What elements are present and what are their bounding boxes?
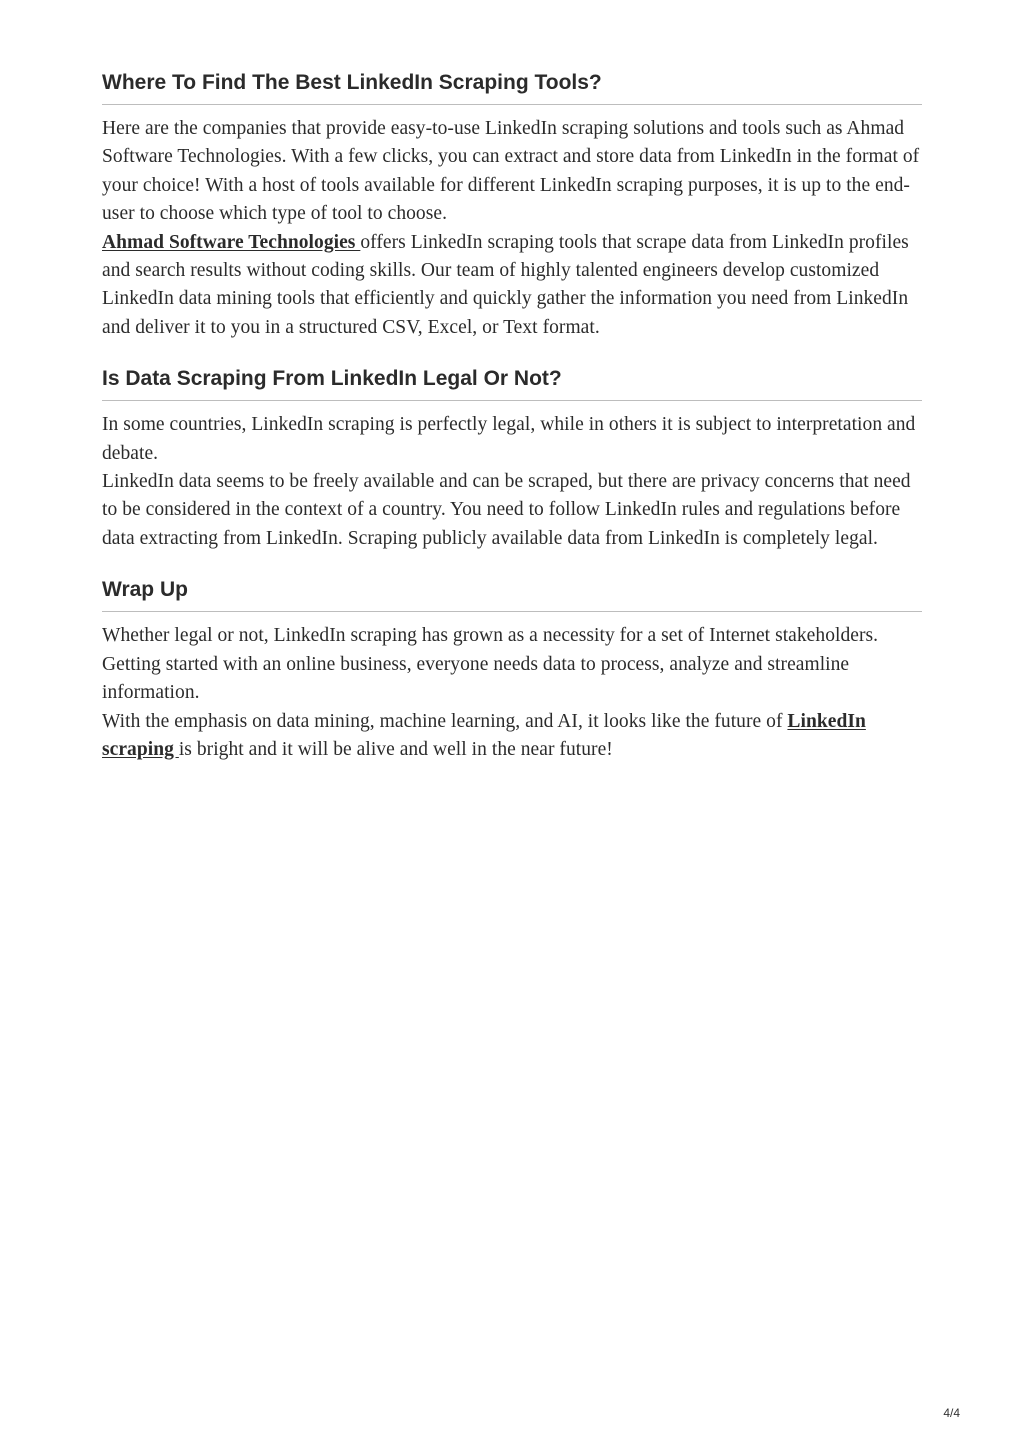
- page-number: 4/4: [943, 1406, 960, 1420]
- ahmad-software-link[interactable]: Ahmad Software Technologies: [102, 231, 361, 253]
- section-legality: [102, 364, 922, 553]
- paragraph: [102, 229, 922, 343]
- section-wrap-up: [102, 575, 922, 764]
- section-body: [102, 411, 922, 553]
- section-body: [102, 115, 922, 342]
- section-body: [102, 622, 922, 764]
- section-best-tools: [102, 68, 922, 342]
- linkedin-scraping-link[interactable]: LinkedIn scraping: [102, 710, 866, 760]
- paragraph: Whether legal or not, LinkedIn scraping has grown as a necessity for a set of Internet stakeholders. Getting started with an online business, everyone needs data to process, analyze and streamline information.: [102, 625, 879, 704]
- paragraph: In some countries, LinkedIn scraping is perfectly legal, while in others it is subject to interpretation and debate.: [102, 414, 916, 464]
- paragraph: Here are the companies that provide easy-to-use LinkedIn scraping solutions and tools such as Ahmad Software Technologies. With a few clicks, you can extract and store data from LinkedIn in the format of your choice! With a host of tools available for different LinkedIn scraping purposes, it is up to the end-user to choose which type of tool to choose.: [102, 118, 920, 225]
- paragraph-text: offers LinkedIn scraping tools that scrape data from LinkedIn profiles and search results without coding skills. Our team of highly talented engineers develop customized LinkedIn data mining tools that efficiently and quickly gather the information you need from LinkedIn and deliver it to you in a structured CSV, Excel, or Text format.: [102, 231, 909, 338]
- section-heading: Wrap Up: [102, 575, 922, 612]
- section-heading: Is Data Scraping From LinkedIn Legal Or Not?: [102, 364, 922, 401]
- paragraph-text: is bright and it will be alive and well in the near future!: [178, 738, 613, 760]
- paragraph-text: With the emphasis on data mining, machine learning, and AI, it looks like the future of: [102, 710, 788, 732]
- paragraph: [102, 708, 922, 765]
- document-page: [102, 68, 922, 786]
- section-heading: Where To Find The Best LinkedIn Scraping Tools?: [102, 68, 922, 105]
- paragraph: LinkedIn data seems to be freely available and can be scraped, but there are privacy concerns that need to be considered in the context of a country. You need to follow LinkedIn rules and regulations before data extracting from LinkedIn. Scraping publicly available data from LinkedIn is completely legal.: [102, 471, 911, 549]
